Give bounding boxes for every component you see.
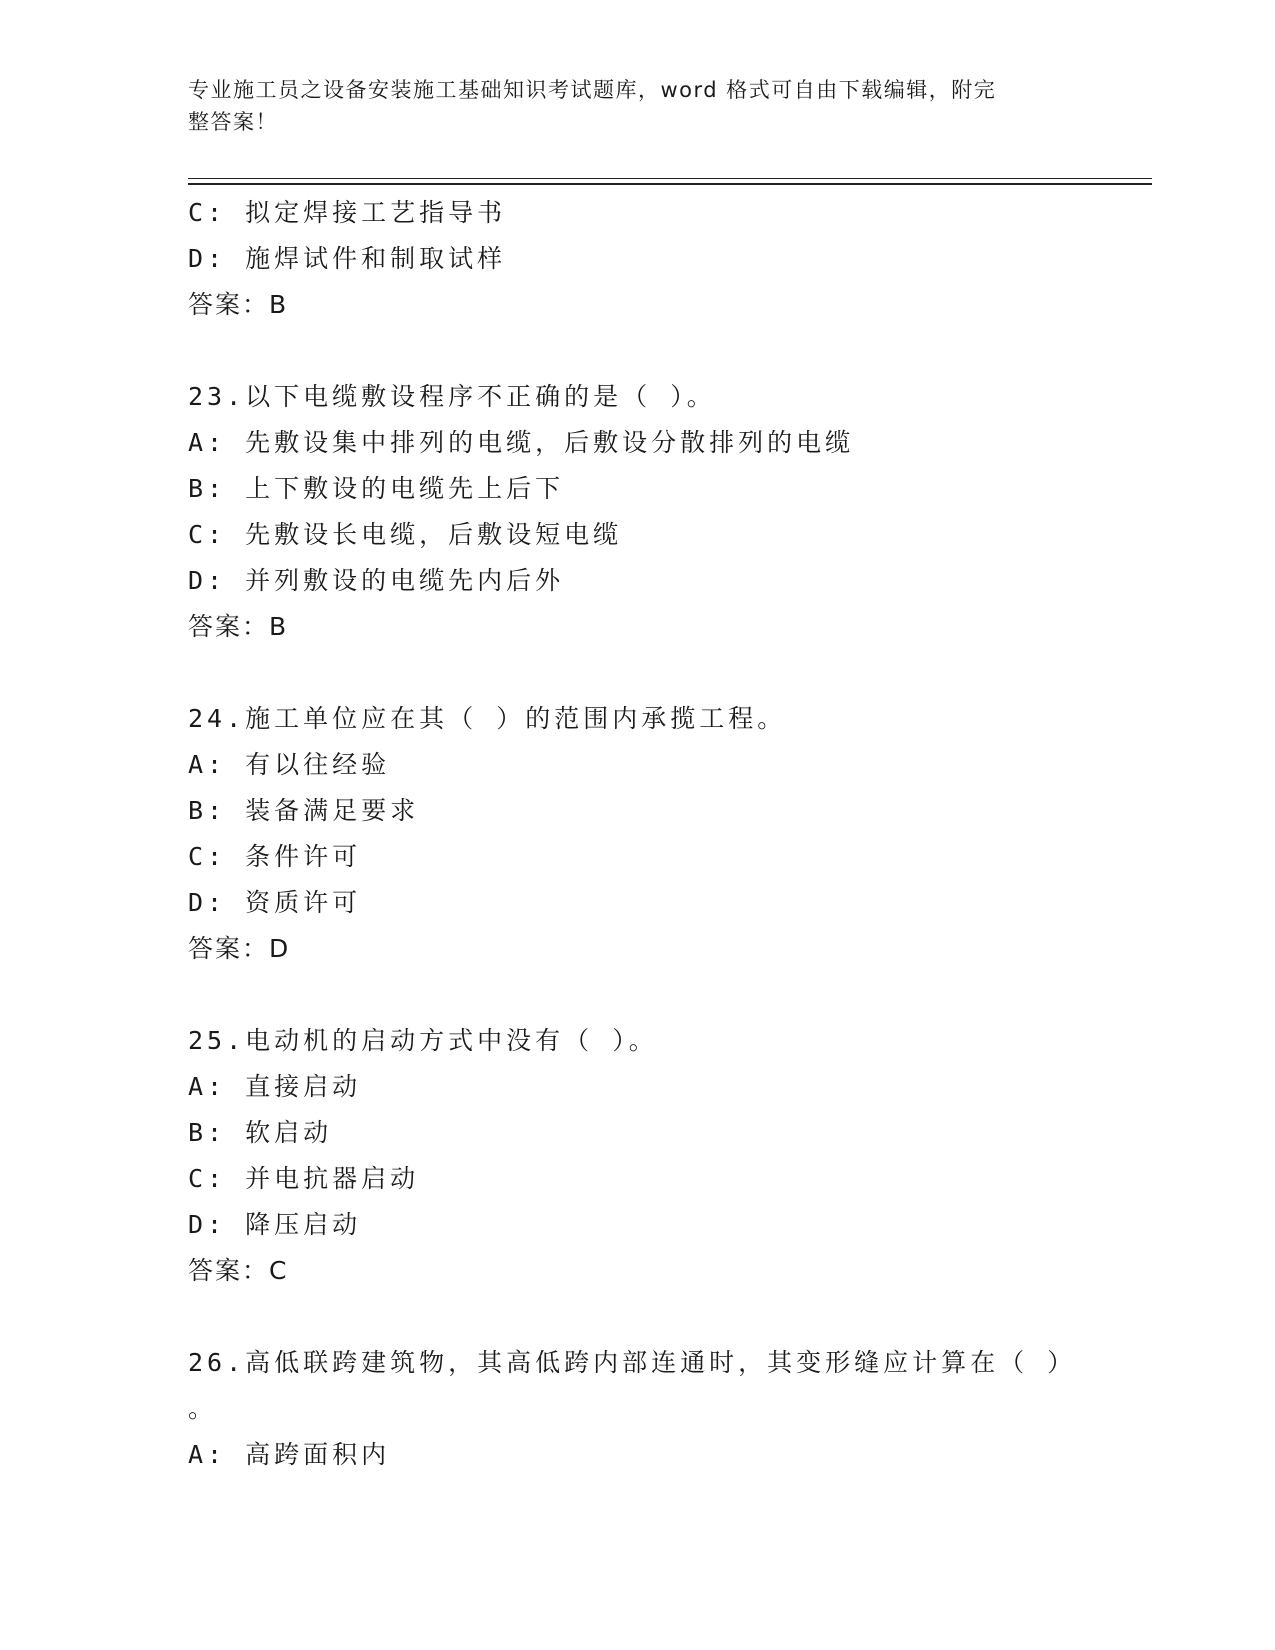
option-d: D: 资质许可: [188, 888, 362, 917]
answer: 答案：D: [188, 934, 291, 963]
option-a: A: 高跨面积内: [188, 1440, 391, 1469]
document-header: [188, 74, 1068, 138]
option-c: C: 拟定焊接工艺指导书: [188, 198, 507, 227]
option-d: D: 施焊试件和制取试样: [188, 244, 507, 273]
option-d: D: 并列敷设的电缆先内后外: [188, 566, 565, 595]
question-text: 26.高低联跨建筑物，其高低跨内部连通时，其变形缝应计算在（ ）: [188, 1348, 1077, 1377]
question-block-23: [188, 374, 1118, 650]
question-list: [188, 190, 1118, 1478]
option-c: C: 条件许可: [188, 842, 362, 871]
option-a: A: 有以往经验: [188, 750, 391, 779]
header-line-2: 整答案！: [188, 110, 278, 134]
question-text: 23.以下电缆敷设程序不正确的是（ ）。: [188, 382, 716, 411]
option-a: A: 直接启动: [188, 1072, 362, 1101]
option-b: B: 上下敷设的电缆先上后下: [188, 474, 565, 503]
question-block-25: [188, 1018, 1118, 1294]
question-block-22: [188, 190, 1118, 328]
answer: 答案：B: [188, 290, 289, 319]
question-block-26: [188, 1340, 1118, 1478]
answer: 答案：B: [188, 612, 289, 641]
option-a: A: 先敷设集中排列的电缆，后敷设分散排列的电缆: [188, 428, 855, 457]
option-b: B: 装备满足要求: [188, 796, 420, 825]
option-c: C: 并电抗器启动: [188, 1164, 420, 1193]
question-text: 24.施工单位应在其（ ）的范围内承揽工程。: [188, 704, 787, 733]
question-block-24: [188, 696, 1118, 972]
answer: 答案：C: [188, 1256, 289, 1285]
header-line-1: 专业施工员之设备安装施工基础知识考试题库，word 格式可自由下载编辑，附完: [188, 78, 997, 102]
header-divider-top: [188, 178, 1152, 179]
question-text-continuation: 。: [188, 1394, 214, 1423]
header-divider-bottom: [188, 183, 1152, 185]
option-b: B: 软启动: [188, 1118, 333, 1147]
option-c: C: 先敷设长电缆，后敷设短电缆: [188, 520, 623, 549]
question-text: 25.电动机的启动方式中没有（ ）。: [188, 1026, 658, 1055]
option-d: D: 降压启动: [188, 1210, 362, 1239]
